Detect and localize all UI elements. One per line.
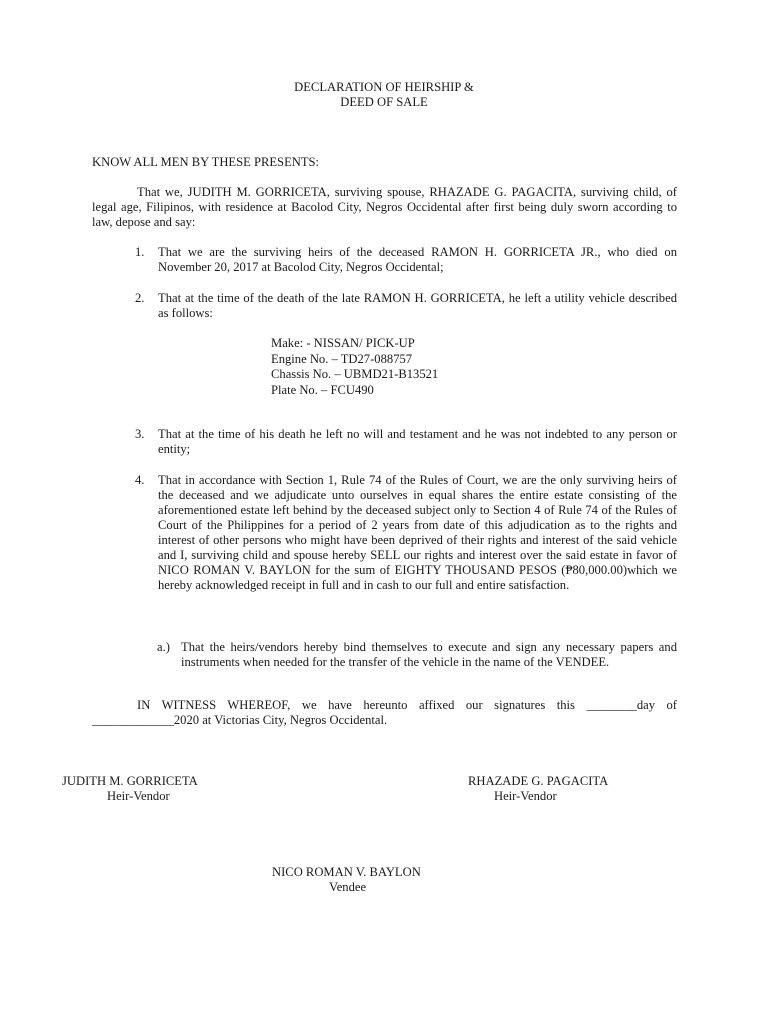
intro-text: That we, JUDITH M. GORRICETA, surviving spouse, RHAZADE G. PAGACITA, surviving child, of legal age, Filipinos, with residence at Bacolod City, Negros Occidental after first being duly sworn according to law, depose and say: [92,185,677,229]
signatory-name-right: RHAZADE G. PAGACITA [468,774,609,788]
document-title-line-2: DEED OF SALE [340,95,428,109]
sub-item-text: That the heirs/vendors hereby bind themselves to execute and sign any necessary papers and instruments when needed for the transfer of the vehicle in the name of the VENDEE. [181,640,677,669]
vehicle-chassis-no: Chassis No. – UBMD21-B13521 [271,367,439,382]
document-title-line-1: DECLARATION OF HEIRSHIP & [294,80,474,94]
vehicle-engine-no: Engine No. – TD27-088757 [271,351,413,366]
intro-paragraph [92,185,677,230]
sub-item-a [157,640,677,670]
list-item-number: 2. [135,291,145,305]
vendee-role: Vendee [329,880,367,894]
vehicle-plate-no: Plate No. – FCU490 [271,382,374,397]
list-item-number: 1. [135,245,145,259]
witness-text: IN WITNESS WHEREOF, we have hereunto affixed our signatures this ________day of _____________2020 at Victorias City, Negros Occidental. [92,698,677,727]
know-all-heading: KNOW ALL MEN BY THESE PRESENTS: [92,155,320,169]
list-item-number: 3. [135,427,145,441]
sub-item-label: a.) [157,640,170,654]
list-item-4 [135,473,677,593]
list-item-text: That we are the surviving heirs of the deceased RAMON H. GORRICETA JR., who died on November 20, 2017 at Bacolod City, Negros Occidental; [158,245,677,274]
list-item-text: That at the time of his death he left no will and testament and he was not indebted to any person or entity; [158,427,677,456]
vehicle-make: Make: - NISSAN/ PICK-UP [271,336,415,350]
list-item-1 [135,245,677,275]
list-item-text: That in accordance with Section 1, Rule 74 of the Rules of Court, we are the only surviving heirs of the deceased and we adjudicate unto ourselves in equal shares the entire estate consisting of the aforementioned estate left behind by the deceased subject only to Section 4 of Rule 74 of the Rules of Court of the Philippines for a period of 2 years from date of this adjudication as to the rights and interest of other persons who might have been deprived of their rights and interest of the said vehicle and I, surviving child and spouse hereby SELL our rights and interest over the said estate in favor of NICO ROMAN V. BAYLON for the sum of EIGHTY THOUSAND PESOS (₱80,000.00)which we hereby acknowledged receipt in full and in cash to our full and entire satisfaction. [158,473,677,592]
list-item-3 [135,427,677,457]
list-item-number: 4. [135,473,145,487]
signatory-role-right: Heir-Vendor [494,789,557,803]
list-item-2 [135,291,677,321]
signatory-name-left: JUDITH M. GORRICETA [62,774,198,788]
vehicle-details [271,336,438,398]
signatory-role-left: Heir-Vendor [107,789,170,803]
vendee-name: NICO ROMAN V. BAYLON [272,865,421,879]
witness-paragraph [92,698,677,728]
list-item-text: That at the time of the death of the late RAMON H. GORRICETA, he left a utility vehicle described as follows: [158,291,677,320]
